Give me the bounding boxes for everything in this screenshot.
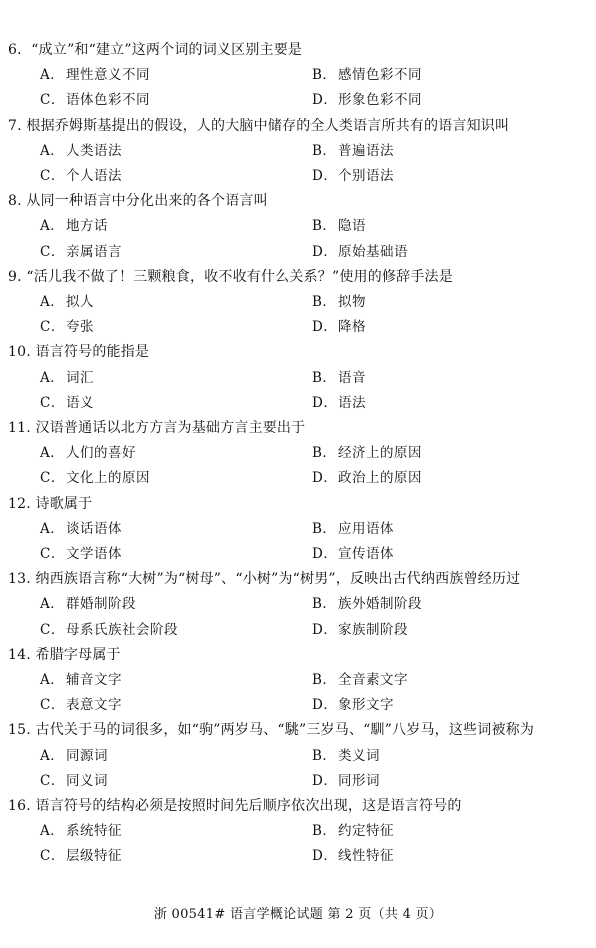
answer-option <box>312 668 408 693</box>
answer-option <box>312 618 408 643</box>
option-text: 人类语法 <box>66 142 122 159</box>
answer-option <box>312 542 394 567</box>
answer-option <box>40 88 150 113</box>
question-item <box>0 189 596 265</box>
answer-option <box>40 668 122 693</box>
option-text: 家族制阶段 <box>338 621 408 638</box>
option-text: 宣传语体 <box>338 545 394 562</box>
question-list <box>0 38 596 870</box>
answer-option <box>40 592 136 617</box>
option-text: 语义 <box>66 394 94 411</box>
option-letter: D． <box>312 243 338 260</box>
answer-option <box>312 139 394 164</box>
option-letter: C． <box>40 243 65 260</box>
question-item <box>0 416 596 492</box>
option-text: 线性特征 <box>338 848 394 865</box>
option-letter: A． <box>40 520 65 537</box>
answer-option <box>312 290 366 315</box>
option-letter: C． <box>40 621 65 638</box>
question-stem: 7. 根据乔姆斯基提出的假设，人的大脑中储存的全人类语言所共有的语言知识叫 <box>8 117 510 134</box>
question-stem: 6．“成立”和“建立”这两个词的词义区别主要是 <box>8 42 303 58</box>
option-text: 象形文字 <box>338 697 394 714</box>
option-letter: B． <box>312 520 337 537</box>
question-stem: 8. 从同一种语言中分化出来的各个语言叫 <box>8 193 268 210</box>
question-stem: 12. 诗歌属于 <box>8 495 93 512</box>
option-letter: D． <box>312 319 338 336</box>
answer-option <box>40 214 108 239</box>
option-letter: A． <box>40 369 65 386</box>
option-text: 全音素文字 <box>338 671 408 688</box>
question-stem: 10. 语言符号的能指是 <box>8 344 150 361</box>
option-letter: C． <box>40 167 65 184</box>
answer-option <box>312 214 366 239</box>
option-text: 个别语法 <box>338 167 394 184</box>
option-letter: B． <box>312 218 337 235</box>
option-letter: A． <box>40 671 65 688</box>
option-text: 母系氏族社会阶段 <box>66 621 178 638</box>
answer-option <box>40 693 122 718</box>
option-text: 应用语体 <box>338 520 394 537</box>
answer-option <box>312 517 394 542</box>
option-text: 人们的喜好 <box>66 445 136 462</box>
answer-option <box>312 466 422 491</box>
answer-option <box>40 819 122 844</box>
option-text: 隐语 <box>338 218 366 235</box>
answer-option <box>312 844 394 869</box>
question-item <box>0 718 596 794</box>
option-letter: B． <box>312 445 337 462</box>
question-stem: 9. “活儿我不做了！三颗粮食，收不收有什么关系？”使用的修辞手法是 <box>8 268 453 285</box>
option-text: 同源词 <box>66 747 108 764</box>
option-letter: A． <box>40 596 65 613</box>
option-text: 拟人 <box>66 293 94 310</box>
option-letter: A． <box>40 142 65 159</box>
answer-option <box>40 63 150 88</box>
option-letter: D． <box>312 848 338 865</box>
question-stem: 11. 汉语普通话以北方方言为基础方言主要出于 <box>8 419 306 436</box>
option-letter: A． <box>40 747 65 764</box>
option-letter: D． <box>312 545 338 562</box>
option-text: 语音 <box>338 369 366 386</box>
answer-option <box>312 88 422 113</box>
option-text: 辅音文字 <box>66 671 122 688</box>
option-letter: A． <box>40 218 65 235</box>
option-text: 文学语体 <box>66 545 122 562</box>
option-letter: B． <box>312 67 337 84</box>
option-letter: B． <box>312 823 337 840</box>
answer-option <box>40 542 122 567</box>
option-letter: C． <box>40 470 65 487</box>
option-letter: A． <box>40 445 65 462</box>
option-letter: D． <box>312 167 338 184</box>
option-text: 同形词 <box>338 772 380 789</box>
option-letter: C． <box>40 319 65 336</box>
question-stem: 14. 希腊字母属于 <box>8 646 121 663</box>
option-text: 形象色彩不同 <box>338 92 422 109</box>
option-text: 亲属语言 <box>66 243 122 260</box>
answer-option <box>40 164 122 189</box>
option-text: 系统特征 <box>66 823 122 840</box>
answer-option <box>40 139 122 164</box>
question-item <box>0 643 596 719</box>
answer-option <box>312 315 366 340</box>
option-letter: D． <box>312 470 338 487</box>
answer-option <box>40 618 178 643</box>
question-item <box>0 492 596 568</box>
option-letter: C． <box>40 394 65 411</box>
option-text: 层级特征 <box>66 848 122 865</box>
answer-option <box>40 290 94 315</box>
option-letter: B． <box>312 369 337 386</box>
option-text: 经济上的原因 <box>338 445 422 462</box>
answer-option <box>312 240 408 265</box>
option-text: 政治上的原因 <box>338 470 422 487</box>
answer-option <box>40 769 108 794</box>
answer-option <box>312 744 380 769</box>
option-text: 感情色彩不同 <box>338 67 422 84</box>
answer-option <box>40 441 136 466</box>
option-text: 类义词 <box>338 747 380 764</box>
answer-option <box>312 366 366 391</box>
option-letter: A． <box>40 823 65 840</box>
question-item <box>0 794 596 870</box>
question-stem: 15. 古代关于马的词很多，如“驹”两岁马、“駣”三岁马、“馴”八岁马，这些词被称为 <box>8 722 535 739</box>
option-text: 同义词 <box>66 772 108 789</box>
answer-option <box>40 844 122 869</box>
option-text: 理性意义不同 <box>66 67 150 84</box>
option-text: 表意文字 <box>66 697 122 714</box>
option-text: 文化上的原因 <box>66 470 150 487</box>
option-letter: A． <box>40 67 65 84</box>
answer-option <box>40 466 150 491</box>
question-stem: 16. 语言符号的结构必须是按照时间先后顺序依次出现，这是语言符号的 <box>8 797 462 814</box>
answer-option <box>312 441 422 466</box>
option-text: 谈话语体 <box>66 520 122 537</box>
answer-option <box>40 315 94 340</box>
answer-option <box>312 63 422 88</box>
option-letter: D． <box>312 772 338 789</box>
question-item <box>0 265 596 341</box>
answer-option <box>40 517 122 542</box>
option-letter: C． <box>40 697 65 714</box>
option-letter: B． <box>312 747 337 764</box>
question-item <box>0 114 596 190</box>
option-text: 语法 <box>338 394 366 411</box>
option-text: 普遍语法 <box>338 142 394 159</box>
option-text: 降格 <box>338 319 366 336</box>
answer-option <box>312 769 380 794</box>
option-letter: A． <box>40 293 65 310</box>
option-text: 夸张 <box>66 319 94 336</box>
option-letter: C． <box>40 848 65 865</box>
option-letter: C． <box>40 545 65 562</box>
answer-option <box>40 366 94 391</box>
question-stem: 13. 纳西族语言称“大树”为“树母”、“小树”为“树男”，反映出古代纳西族曾经历过 <box>8 571 521 588</box>
answer-option <box>312 693 394 718</box>
option-text: 个人语法 <box>66 167 122 184</box>
option-letter: D． <box>312 92 338 109</box>
option-letter: B． <box>312 596 337 613</box>
option-letter: D． <box>312 394 338 411</box>
option-text: 地方话 <box>66 218 108 235</box>
answer-option <box>312 592 422 617</box>
answer-option <box>312 391 366 416</box>
option-letter: C． <box>40 772 65 789</box>
option-letter: B． <box>312 142 337 159</box>
option-letter: D． <box>312 621 338 638</box>
answer-option <box>40 744 108 769</box>
question-item <box>0 567 596 643</box>
option-text: 词汇 <box>66 369 94 386</box>
option-text: 拟物 <box>338 293 366 310</box>
page-footer: 浙 00541# 语言学概论试题 第 2 页（共 4 页） <box>153 907 443 922</box>
option-text: 约定特征 <box>338 823 394 840</box>
option-letter: B． <box>312 671 337 688</box>
answer-option <box>40 240 122 265</box>
option-text: 群婚制阶段 <box>66 596 136 613</box>
option-letter: B． <box>312 293 337 310</box>
answer-option <box>312 819 394 844</box>
option-text: 语体色彩不同 <box>66 92 150 109</box>
option-letter: D． <box>312 697 338 714</box>
option-letter: C． <box>40 92 65 109</box>
answer-option <box>40 391 94 416</box>
option-text: 原始基础语 <box>338 243 408 260</box>
question-item <box>0 38 596 114</box>
option-text: 族外婚制阶段 <box>338 596 422 613</box>
answer-option <box>312 164 394 189</box>
question-item <box>0 340 596 416</box>
